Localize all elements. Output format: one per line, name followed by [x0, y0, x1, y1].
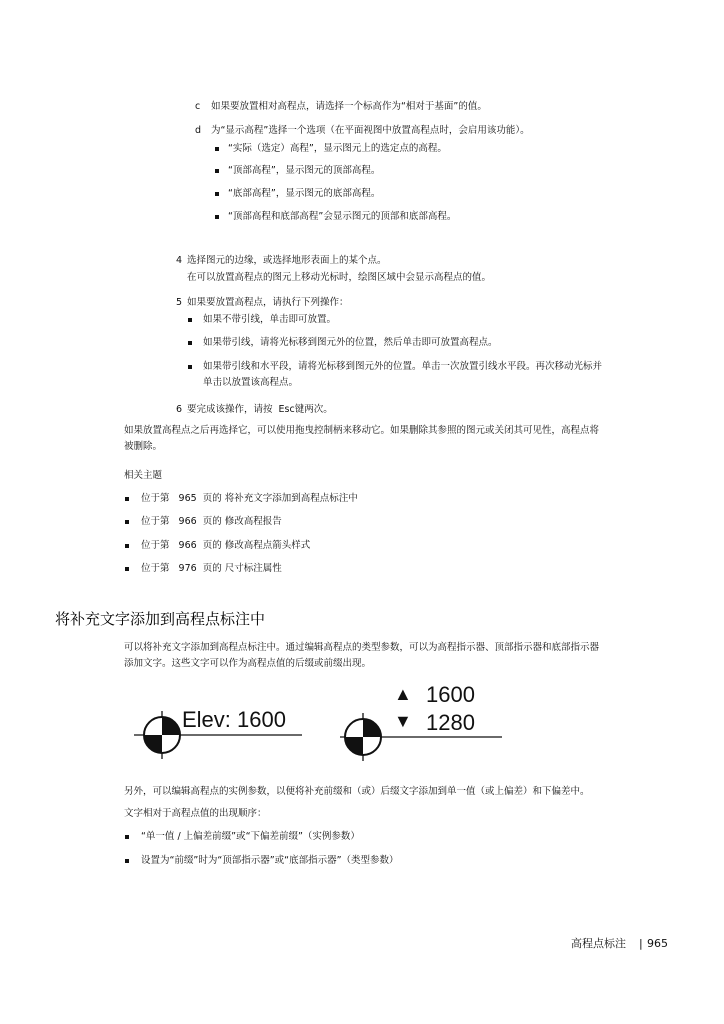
step4-text: 选择图元的边缘，或选择地形表面上的某个点。	[187, 255, 387, 266]
step6-text: 要完成该操作，请按 Esc键两次。	[187, 404, 333, 415]
step-c-label: c	[195, 101, 201, 112]
paragraph-line: 被删除。	[124, 441, 163, 452]
bottom-elevation-value: 1280	[426, 710, 475, 735]
bullet-icon	[188, 341, 192, 345]
step5-bullet-leader: 如果带引线，请将光标移到图元外的位置，然后单击即可放置高程点。	[203, 337, 498, 348]
d-option-bottom: “底部高程”，显示图元的底部高程。	[228, 188, 381, 199]
step4-label: 4	[176, 255, 183, 266]
related-topics-title: 相关主题	[124, 470, 163, 481]
footer-separator: |	[639, 937, 643, 950]
order-item: 设置为“前缀”时为“顶部指示器”或“底部指示器”（类型参数）	[141, 855, 399, 866]
bullet-icon	[188, 318, 192, 322]
step-c-text: 如果要放置相对高程点，请选择一个标高作为“相对于基面”的值。	[211, 101, 487, 112]
footer-section-name: 高程点标注	[571, 937, 626, 950]
elevation-symbol-figure	[120, 676, 520, 776]
top-elevation-value: 1600	[426, 682, 475, 707]
bullet-icon	[125, 544, 129, 548]
up-arrow-icon: ▲	[394, 684, 412, 704]
bullet-icon	[215, 215, 219, 219]
step-d-text: 为“显示高程”选择一个选项（在平面视图中放置高程点时，会启用该功能）。	[211, 125, 530, 136]
footer-page-number: 965	[647, 937, 668, 950]
section-intro-line: 添加文字。这些文字可以作为高程点值的后缀或前缀出现。	[124, 658, 372, 669]
order-item: “单一值 / 上偏差前缀”或“下偏差前缀”（实例参数）	[141, 831, 360, 842]
d-option-actual: “实际（选定）高程”，显示图元上的选定点的高程。	[228, 143, 447, 154]
bullet-icon	[215, 192, 219, 196]
bullet-icon	[125, 835, 129, 839]
elevation-target-symbol-right	[340, 713, 502, 761]
bullet-icon	[215, 169, 219, 173]
related-link[interactable]: 位于第 965 页的 将补充文字添加到高程点标注中	[141, 493, 358, 504]
bullet-icon	[188, 365, 192, 369]
related-link[interactable]: 位于第 976 页的 尺寸标注属性	[141, 563, 282, 574]
step4-note: 在可以放置高程点的图元上移动光标时，绘图区域中会显示高程点的值。	[187, 272, 492, 283]
step5-bullet-shoulder-cont: 单击以放置该高程点。	[203, 377, 299, 388]
step5-bullet-shoulder: 如果带引线和水平段，请将光标移到图元外的位置。单击一次放置引线水平段。再次移动光标并	[203, 361, 603, 372]
paragraph-line: 如果放置高程点之后再选择它，可以使用拖曳控制柄来移动它。如果删除其参照的图元或关闭其可见性，高程点将	[124, 425, 600, 436]
step5-bullet-no-leader: 如果不带引线，单击即可放置。	[203, 314, 337, 325]
step6-label: 6	[176, 404, 183, 415]
bullet-icon	[125, 567, 129, 571]
section-intro-line: 可以将补充文字添加到高程点标注中。通过编辑高程点的类型参数，可以为高程指示器、顶部指示器和底部指示器	[124, 642, 600, 653]
step5-label: 5	[176, 297, 183, 308]
down-arrow-icon: ▼	[394, 711, 412, 731]
step-d-label: d	[195, 125, 202, 136]
step5-text: 如果要放置高程点，请执行下列操作：	[187, 297, 349, 308]
after-figure-text: 另外，可以编辑高程点的实例参数，以便将补充前缀和（或）后缀文字添加到单一值（或上偏差）和下偏差中。	[124, 786, 590, 797]
related-link[interactable]: 位于第 966 页的 修改高程报告	[141, 516, 282, 527]
bullet-icon	[125, 497, 129, 501]
d-option-top: “顶部高程”，显示图元的顶部高程。	[228, 165, 381, 176]
section-heading: 将补充文字添加到高程点标注中	[55, 610, 266, 628]
d-option-top-bottom: “顶部高程和底部高程”会显示图元的顶部和底部高程。	[228, 211, 457, 222]
bullet-icon	[125, 859, 129, 863]
bullet-icon	[125, 520, 129, 524]
elevation-label-left: Elev: 1600	[182, 707, 286, 732]
related-link[interactable]: 位于第 966 页的 修改高程点箭头样式	[141, 540, 311, 551]
bullet-icon	[215, 147, 219, 151]
order-title: 文字相对于高程点值的出现顺序：	[124, 808, 267, 819]
